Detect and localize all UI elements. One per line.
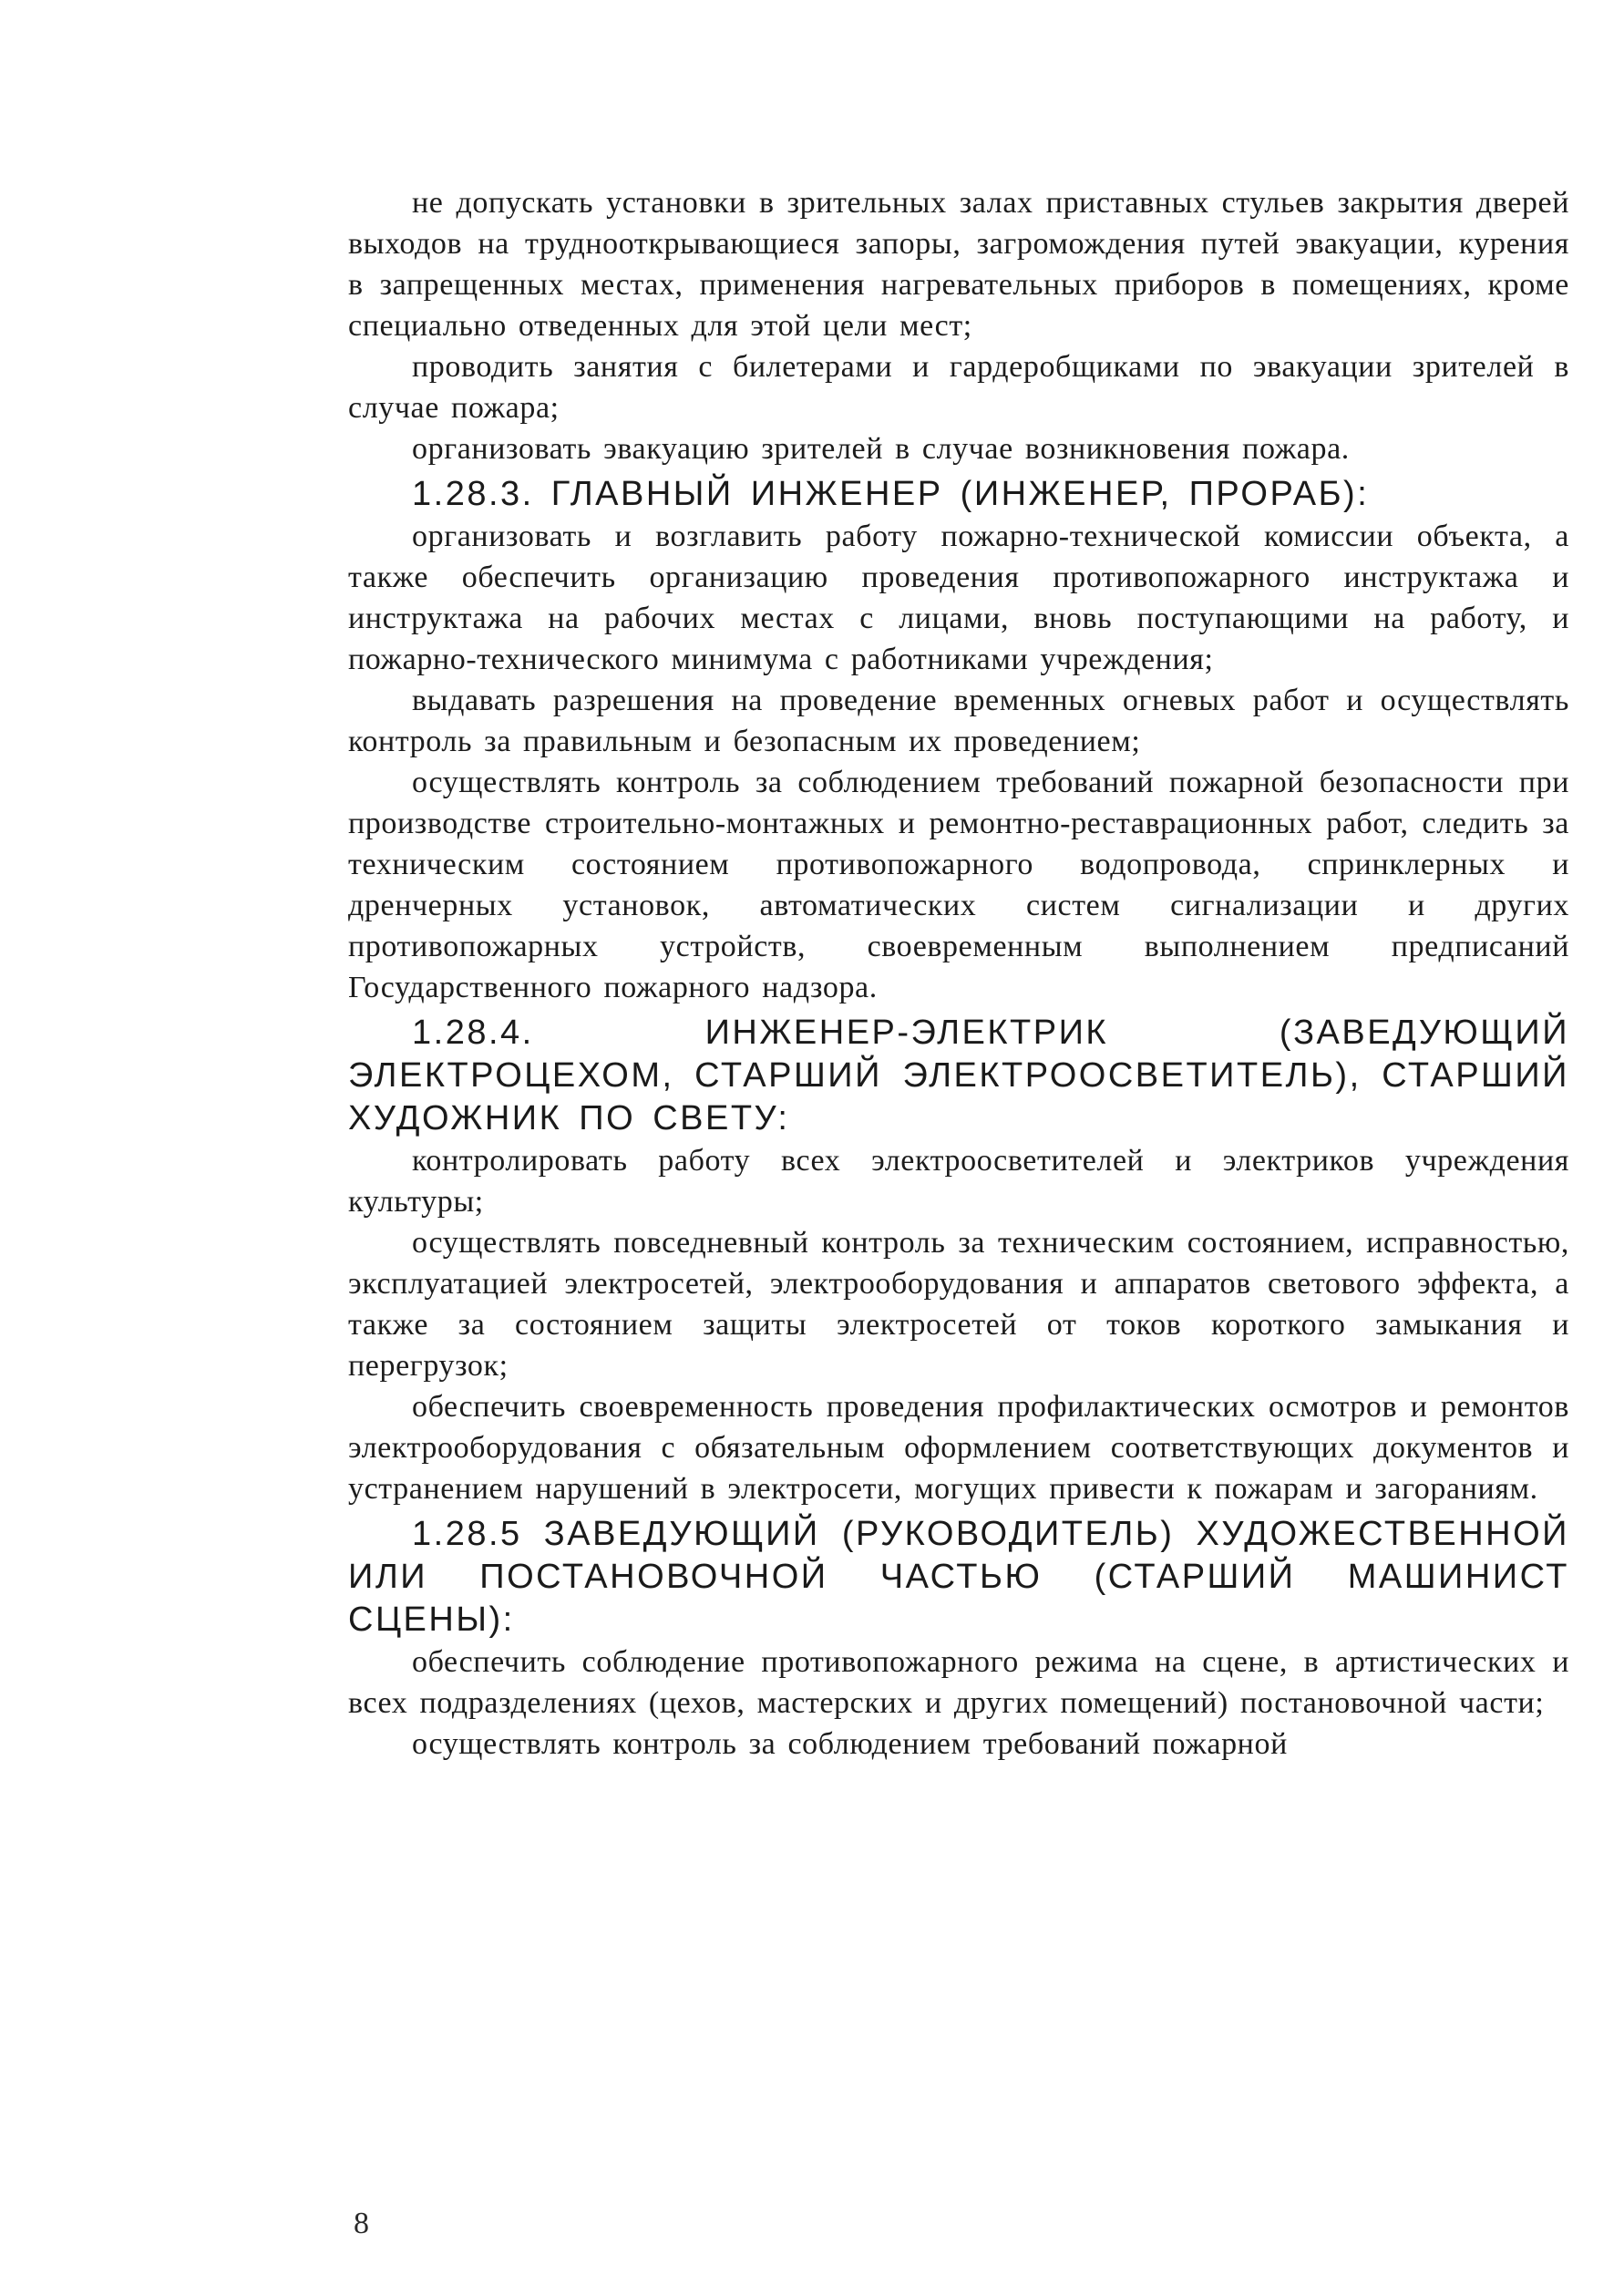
paragraph-daily-control: осуществлять повседневный контроль за техническим состоянием, исправностью, эксплуатацией электросетей, электрооборудования и аппаратов светового эффекта, а также за состоянием защиты электросетей от токов короткого замыкания и перегрузок; <box>348 1226 1569 1383</box>
heading-chief-engineer: 1.28.3. ГЛАВНЫЙ ИНЖЕНЕР (ИНЖЕНЕР, ПРОРАБ): <box>412 475 1370 513</box>
paragraph-stage-fire-regime: обеспечить соблюдение противопожарного режима на сцене, в артистических и всех подразделениях (цехов, мастерских и других помещений) постановочной части; <box>348 1645 1569 1720</box>
heading-stage-manager: 1.28.5 ЗАВЕДУЮЩИЙ (РУКОВОДИТЕЛЬ) ХУДОЖЕСТВЕННОЙ ИЛИ ПОСТАНОВОЧНОЙ ЧАСТЬЮ (СТАРШИЙ МАШИНИСТ СЦЕНЫ): <box>348 1515 1569 1639</box>
page-number: 8 <box>354 2207 369 2240</box>
paragraph-organize-evacuation: организовать эвакуацию зрителей в случае возникновения пожара. <box>412 432 1350 466</box>
paragraph-hot-work-permits: выдавать разрешения на проведение временных огневых работ и осуществлять контроль за правильным и безопасным их проведением; <box>348 684 1569 758</box>
paragraph-prohibitions: не допускать установки в зрительных залах приставных стульев закрытия дверей выходов на труднооткрывающиеся запоры, загромождения путей эвакуации, курения в запрещенных местах, применения нагревательных приборов в помещениях, кроме специально отведенных для этой цели мест; <box>348 186 1569 343</box>
paragraph-maintenance: обеспечить своевременность проведения профилактических осмотров и ремонтов электрооборудования с обязательным оформлением соответствующих документов и устранением нарушений в электросети, могущих привести к пожарам и загораниям. <box>348 1390 1569 1506</box>
paragraph-fire-commission: организовать и возглавить работу пожарно-технической комиссии объекта, а также обеспечить организацию проведения противопожарного инструктажа и инструктажа на рабочих местах с лицами, вновь поступающими на работу, и пожарно-технического минимума с работниками учреждения; <box>348 520 1569 676</box>
paragraph-construction-control: осуществлять контроль за соблюдением требований пожарной безопасности при производстве строительно-монтажных и ремонтно-реставрационных работ, следить за техническим состоянием противопожарного водопровода, спринклерных и дренчерных установок, автоматических систем сигнализации и других противопожарных устройств, своевременным выполнением предписаний Государственного пожарного надзора. <box>348 766 1569 1004</box>
heading-electrical-engineer: 1.28.4. ИНЖЕНЕР-ЭЛЕКТРИК (ЗАВЕДУЮЩИЙ ЭЛЕКТРОЦЕХОМ, СТАРШИЙ ЭЛЕКТРООСВЕТИТЕЛЬ), СТАРШИЙ ХУДОЖНИК ПО СВЕТУ: <box>348 1014 1569 1137</box>
body-text <box>348 182 1569 1765</box>
paragraph-evacuation-training: проводить занятия с билетерами и гардеробщиками по эвакуации зрителей в случае пожара; <box>348 350 1569 425</box>
paragraph-control-electricians: контролировать работу всех электроосветителей и электриков учреждения культуры; <box>348 1144 1569 1219</box>
paragraph-fire-requirements: осуществлять контроль за соблюдением требований пожарной <box>412 1727 1288 1761</box>
